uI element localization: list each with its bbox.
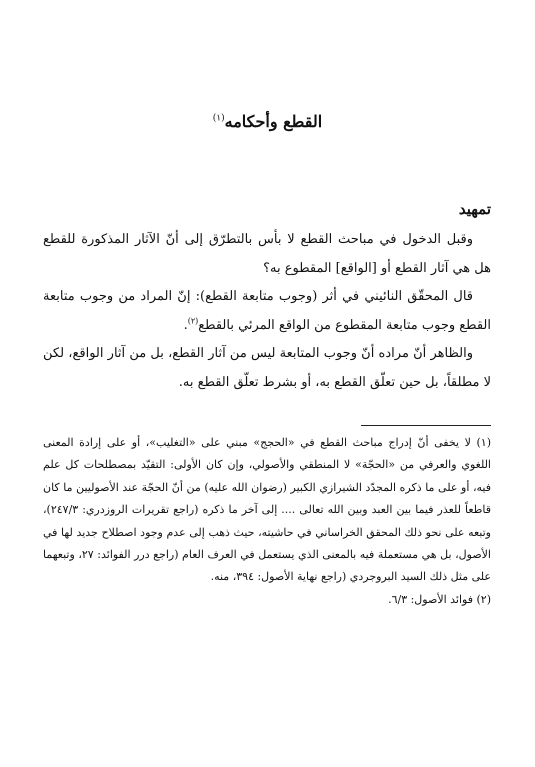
footnote-2: (٢) فوائد الأصول: ٦/٣. — [388, 592, 491, 606]
body-paragraph-2: قال المحقّق النائيني في أثر (وجوب متابعة القطع): إنّ المراد من وجوب متابعة القطع وجوب متابعة المقطوع من الواقع المرئي بالقطع$^{(٢)}$. — [43, 289, 491, 333]
section-heading: تمهيد — [458, 200, 491, 218]
chapter-title-text: القطع وأحكامه — [224, 112, 323, 131]
footnote-separator — [361, 425, 491, 426]
footnote-marker-2: (٢) — [187, 316, 199, 326]
body-paragraph-1: وقبل الدخول في مباحث القطع لا بأس بالتطرّق إلى أنّ الآثار المذكورة للقطع هل هي آثار القطع أو [الواقع] المقطوع به؟ — [43, 232, 491, 276]
chapter-title — [0, 112, 535, 131]
footnotes — [43, 432, 491, 611]
footnote-1: (١) لا يخفى أنّ إدراج مباحث القطع في «الحجج» مبني على «التغليب»، أو على إرادة المعنى اللغوي والعرفي من «الحجّة» لا المنطقي والأصولي، وإن كان الأولى: التقيّد بمصطلحات كل علم فيه، أو على ما ذكره المجدّد الشيرازي الكبير (رضوان الله عليه) من أنّ الحجّة عند الأصوليين ما كان قاطعاً للعذر فيما بين العبد وبين الله تعالى .... إلى آخر ما ذكره (راجع تقريرات الروزدري: ٢٤٧/٣)، وتبعه على نحو ذلك المحقق الخراساني في حاشيته، حيث ذهب إلى عدم وجود اصطلاح جديد لها في الأصول، بل هي مستعملة فيه بالمعنى الذي يستعمل في العرف العام (راجع درر الفوائد: ٢٧، وتبعهما على مثل ذلك السيد البروجردي (راجع نهاية الأصول: ٣٩٤، منه. — [43, 436, 491, 584]
body-text — [43, 226, 491, 397]
body-paragraph-2-text: قال المحقّق النائيني في أثر (وجوب متابعة القطع): إنّ المراد من وجوب متابعة القطع وجوب متابعة المقطوع من الواقع المرئي بالقطع — [43, 289, 491, 333]
footnote-marker-1: (١) — [212, 113, 225, 124]
body-paragraph-3: والظاهر أنّ مراده أنّ وجوب المتابعة ليس من آثار القطع، بل من آثار الواقع، لكن لا مطلقاً، بل حين تعلّق القطع به، أو بشرط تعلّق القطع به. — [43, 346, 491, 390]
